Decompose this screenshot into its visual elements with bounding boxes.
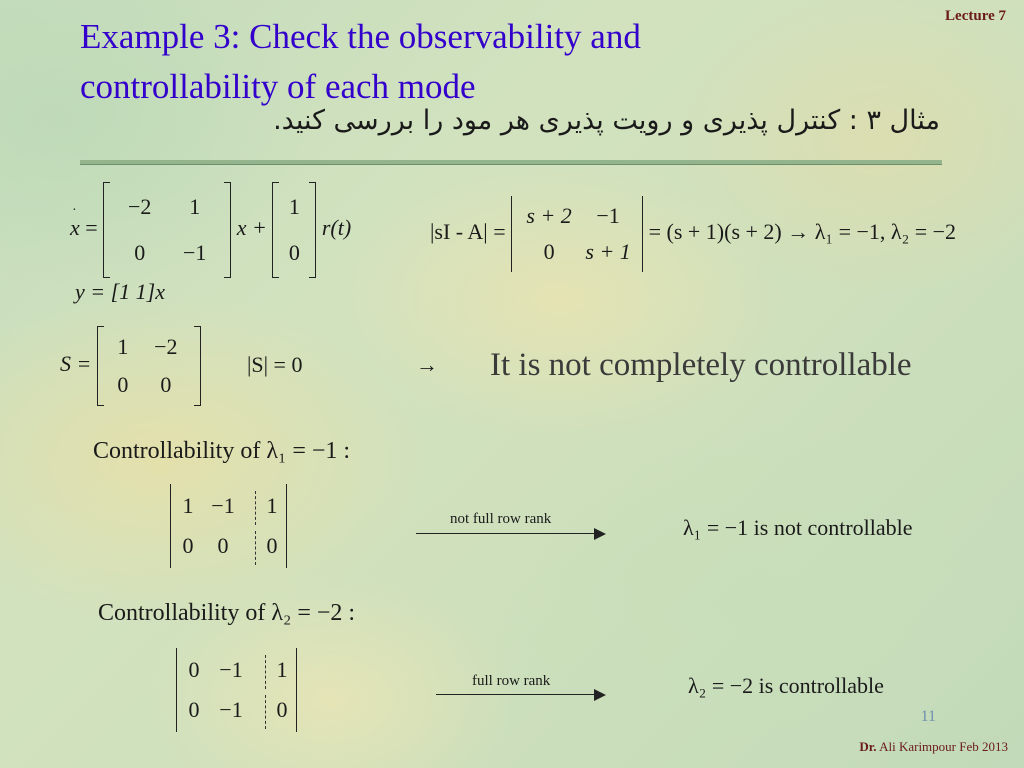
slide-title: Example 3: Check the observability and controllability of each mode	[80, 17, 641, 106]
mode1-arrow-head	[594, 528, 606, 540]
not-controllable-conclusion: It is not completely controllable	[490, 347, 912, 383]
mode2-heading: Controllability of λ₂ = −2 :	[98, 600, 356, 626]
B-cell: 1	[288, 194, 300, 219]
mode2-arrow-label: full row rank	[472, 673, 551, 689]
partition-line	[265, 695, 266, 729]
mode2-arrow-head	[594, 689, 606, 701]
m2-cell: 0	[188, 657, 200, 682]
char-lhs: |sI - A| =	[430, 219, 506, 245]
mode2-matrix-body	[176, 648, 297, 732]
partition-line	[255, 491, 256, 525]
S-matrix	[97, 326, 201, 406]
title-divider	[80, 160, 942, 165]
m1-cell: 0	[217, 533, 229, 558]
S-lhs: S =	[60, 351, 92, 377]
S-cell: 0	[160, 372, 172, 397]
A-cell: 0	[134, 240, 146, 265]
derivative-dot: .	[73, 199, 77, 215]
mode1-arrow-shaft	[416, 533, 596, 534]
matrix-B	[272, 182, 316, 278]
right-arrow: →	[416, 352, 438, 377]
mode1-matrix	[170, 484, 287, 568]
partition-line	[255, 531, 256, 565]
m1-cell: −1	[211, 493, 235, 518]
char-cell: 0	[543, 239, 555, 264]
mode1-result: λ₁ = −1 is not controllable	[683, 515, 913, 540]
m1-cell: 0	[182, 533, 194, 558]
author-name: Ali Karimpour	[879, 739, 956, 754]
A-cell: −2	[127, 194, 152, 219]
author-prefix: Dr.	[859, 739, 877, 754]
input-signal: r(t)	[321, 215, 352, 241]
persian-subtitle: مثال ۳ : کنترل پذیری و رویت پذیری هر مود را بررسی کنید.	[273, 105, 940, 136]
m1-cell: 0	[266, 533, 278, 558]
A-cell: −1	[182, 240, 207, 265]
S-cell: 0	[117, 372, 129, 397]
mode2-matrix	[176, 648, 297, 732]
m2-cell: 0	[188, 697, 200, 722]
matrix-A	[103, 182, 231, 278]
state-equation	[70, 182, 351, 278]
mode1-matrix-body	[170, 484, 287, 568]
mode2-result: λ₂ = −2 is controllable	[688, 673, 884, 698]
A-cell: 1	[189, 194, 201, 219]
char-rhs: = (s + 1)(s + 2) → λ₁ = −1, λ₂ = −2	[648, 219, 957, 245]
state-var-mid: x +	[236, 215, 267, 241]
m2-cell: −1	[219, 697, 243, 722]
m2-cell: 0	[276, 697, 288, 722]
m2-cell: 1	[276, 657, 288, 682]
mode1-arrow-label: not full row rank	[450, 511, 552, 527]
state-var-lhs: x	[70, 215, 80, 241]
S-matrix-equation	[60, 326, 201, 406]
char-cell: −1	[596, 203, 620, 228]
footer-date: Feb 2013	[959, 739, 1008, 754]
page-number: 11	[920, 708, 936, 725]
mode2-arrow-shaft	[436, 694, 596, 695]
lecture-label: Lecture 7	[945, 8, 1006, 24]
S-cell: 1	[117, 334, 129, 359]
m2-cell: −1	[219, 657, 243, 682]
char-cell: s + 1	[585, 239, 631, 264]
x-dot	[70, 199, 80, 241]
S-determinant: |S| = 0	[247, 352, 303, 377]
m1-cell: 1	[266, 493, 278, 518]
sI-minus-A-matrix	[511, 196, 643, 272]
output-equation: y = [1 1]x	[75, 279, 165, 304]
equals-sign: =	[85, 215, 98, 241]
m1-cell: 1	[182, 493, 194, 518]
footer-credit	[859, 739, 1008, 755]
char-cell: s + 2	[526, 203, 572, 228]
S-cell: −2	[154, 334, 178, 359]
characteristic-equation	[430, 196, 956, 272]
B-cell: 0	[288, 240, 300, 265]
partition-line	[265, 655, 266, 689]
mode1-heading: Controllability of λ₁ = −1 :	[93, 438, 351, 464]
